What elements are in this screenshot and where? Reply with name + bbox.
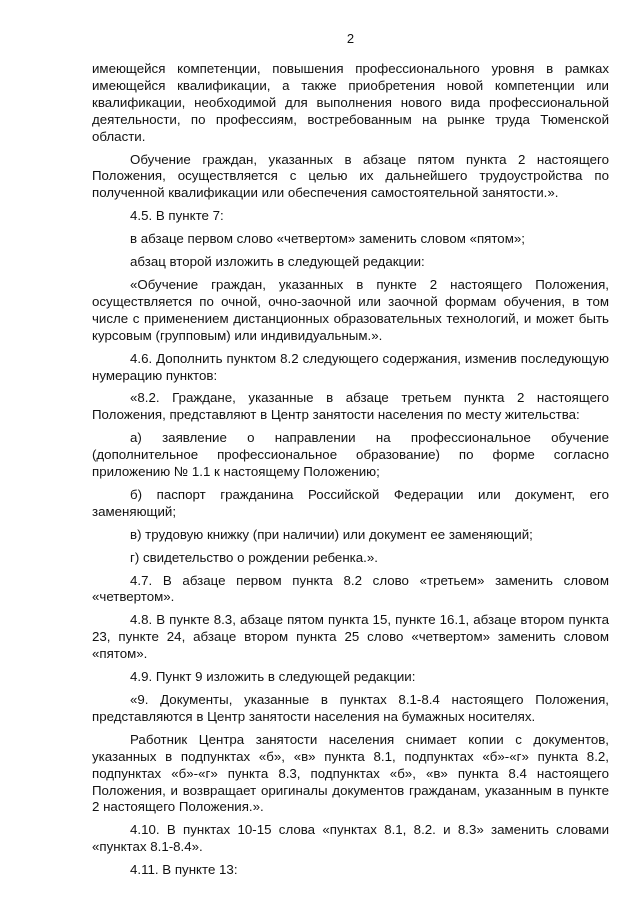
paragraph: 4.6. Дополнить пунктом 8.2 следующего содержания, изменив последующую нумерацию пунктов: [92, 350, 609, 383]
paragraph: 4.8. В пункте 8.3, абзаце пятом пункта 15, пункте 16.1, абзаце втором пункта 23, пункте 24, абзаце втором пункта 25 слово «четвертом» заменить словом «пятом». [92, 612, 609, 662]
paragraph: 4.10. В пунктах 10-15 слова «пунктах 8.1, 8.2. и 8.3» заменить словами «пунктах 8.1-8.4». [92, 822, 609, 855]
paragraph: 4.7. В абзаце первом пункта 8.2 слово «третьем» заменить словом «четвертом». [92, 572, 609, 605]
paragraph: «9. Документы, указанные в пунктах 8.1-8.4 настоящего Положения, представляются в Центр занятости населения на бумажных носителях. [92, 692, 609, 724]
paragraph: имеющейся компетенции, повышения профессионального уровня в рамках имеющейся квалификации, а также приобретения новой компетенции или квалификации, необходимой для выполнения нового вида профессиональной деятельности, по профессиям, востребованным на рынке труда Тюменской области. [92, 61, 609, 144]
paragraph: 4.11. В пункте 13: [130, 862, 238, 878]
paragraph: абзац второй изложить в следующей редакции: [130, 254, 425, 270]
paragraph: Работник Центра занятости населения снимает копии с документов, указанных в подпунктах «б», «в» пункта 8.1, подпунктах «б»-«г» пункта 8.2, подпунктах «б»-«г» пункта 8.3, подпунктах «б», «в» пункта 8.4 настоящего Положения, и возвращает оригиналы документов гражданам, указанным в пункте 2 настоящего Положения.». [92, 731, 609, 815]
paragraph: б) паспорт гражданина Российской Федерации или документ, его заменяющий; [92, 486, 609, 519]
paragraph: в) трудовую книжку (при наличии) или документ ее заменяющий; [130, 526, 533, 542]
paragraph: г) свидетельство о рождении ребенка.». [130, 549, 378, 565]
paragraph: 4.5. В пункте 7: [130, 208, 224, 224]
page-number: 2 [346, 31, 355, 46]
paragraph: а) заявление о направлении на профессиональное обучение (дополнительное профессиональное образование) по форме согласно приложению № 1.1 к настоящему Положению; [92, 430, 609, 480]
paragraph: 4.9. Пункт 9 изложить в следующей редакции: [130, 669, 416, 685]
paragraph: «Обучение граждан, указанных в пункте 2 настоящего Положения, осуществляется по очной, очно-заочной или заочной формам обучения, в том числе с применением дистанционных образовательных технологий, и может быть курсовым (групповым) или индивидуальным.». [92, 276, 609, 343]
paragraph: Обучение граждан, указанных в абзаце пятом пункта 2 настоящего Положения, осуществляется с целью их дальнейшего трудоустройства по полученной квалификации или обеспечения самостоятельной занятости.». [92, 151, 609, 201]
paragraph: в абзаце первом слово «четвертом» заменить словом «пятом»; [130, 231, 525, 247]
paragraph: «8.2. Граждане, указанные в абзаце третьем пункта 2 настоящего Положения, представляют в Центр занятости населения по месту жительства: [92, 390, 609, 423]
